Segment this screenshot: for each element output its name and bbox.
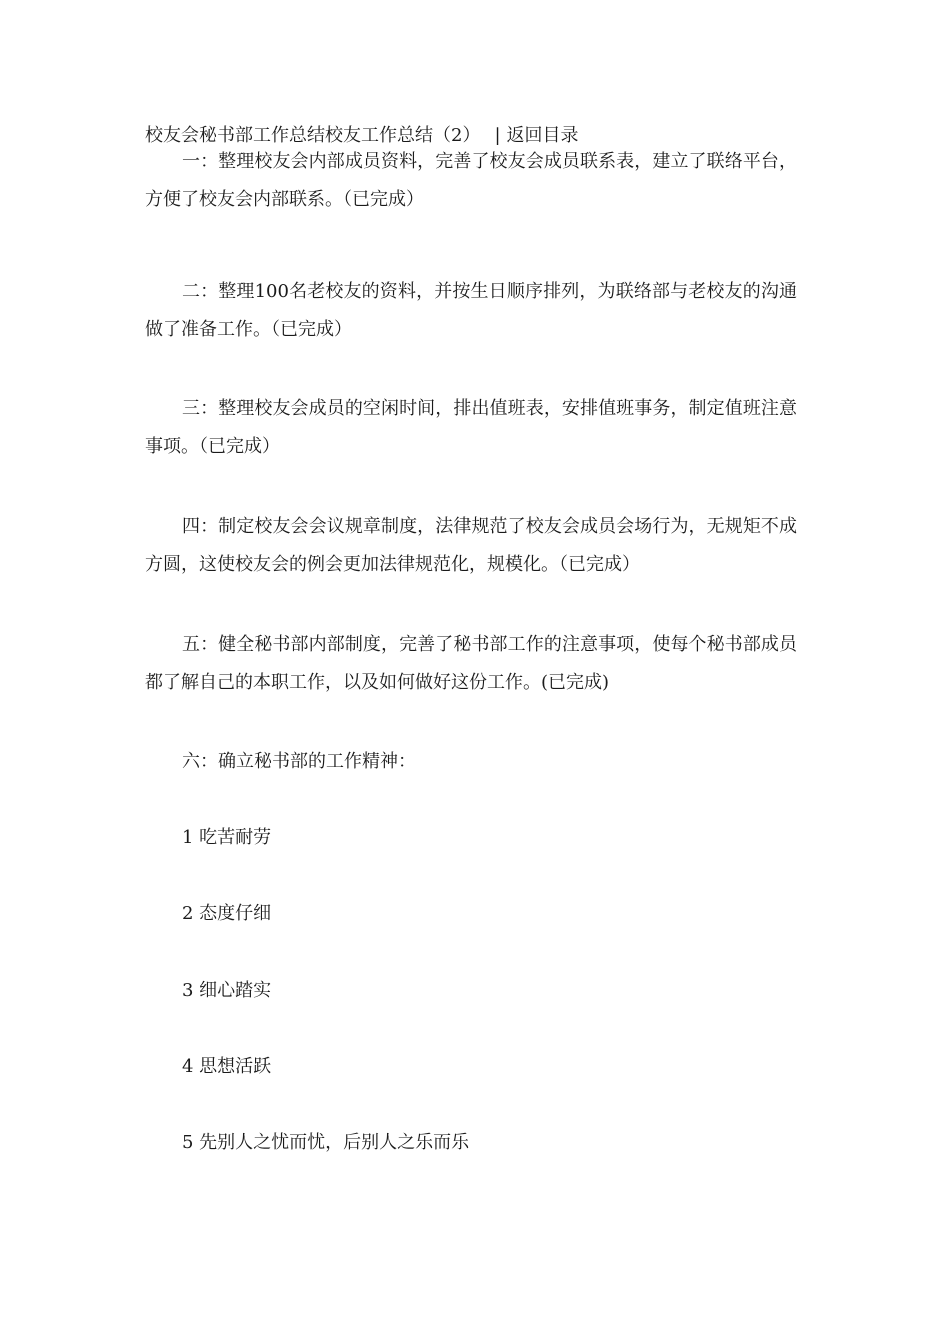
spirit-item: 4 思想活跃 <box>182 1056 272 1077</box>
paragraph-6: 六：确立秘书部的工作精神： <box>182 751 416 772</box>
paragraph-1: 一：整理校友会内部成员资料，完善了校友会成员联系表，建立了联络平台，方便了校友会内部联系。（已完成） <box>145 151 797 210</box>
document-title: 校友会秘书部工作总结校友工作总结（2） <box>145 125 481 146</box>
paragraph-3: 三：整理校友会成员的空闲时间，排出值班表，安排值班事务，制定值班注意事项。（已完成） <box>145 398 797 457</box>
spirit-item: 2 态度仔细 <box>182 903 272 924</box>
paragraph-5: 五：健全秘书部内部制度，完善了秘书部工作的注意事项，使每个秘书部成员都了解自己的本职工作，以及如何做好这份工作。(已完成) <box>145 634 797 693</box>
paragraph-4: 四：制定校友会会议规章制度，法律规范了校友会成员会场行为，无规矩不成方圆，这使校友会的例会更加法律规范化，规模化。（已完成） <box>145 516 797 575</box>
spirit-item: 5 先别人之忧而忧，后别人之乐而乐 <box>182 1132 470 1153</box>
back-to-contents-link[interactable]: 返回目录 <box>506 125 579 146</box>
spirit-item: 3 细心踏实 <box>182 980 272 1001</box>
paragraph-2: 二：整理100名老校友的资料，并按生日顺序排列，为联络部与老校友的沟通做了准备工作。（已完成） <box>145 281 797 340</box>
title-separator: | <box>494 125 501 146</box>
spirit-item: 1 吃苦耐劳 <box>182 827 272 848</box>
